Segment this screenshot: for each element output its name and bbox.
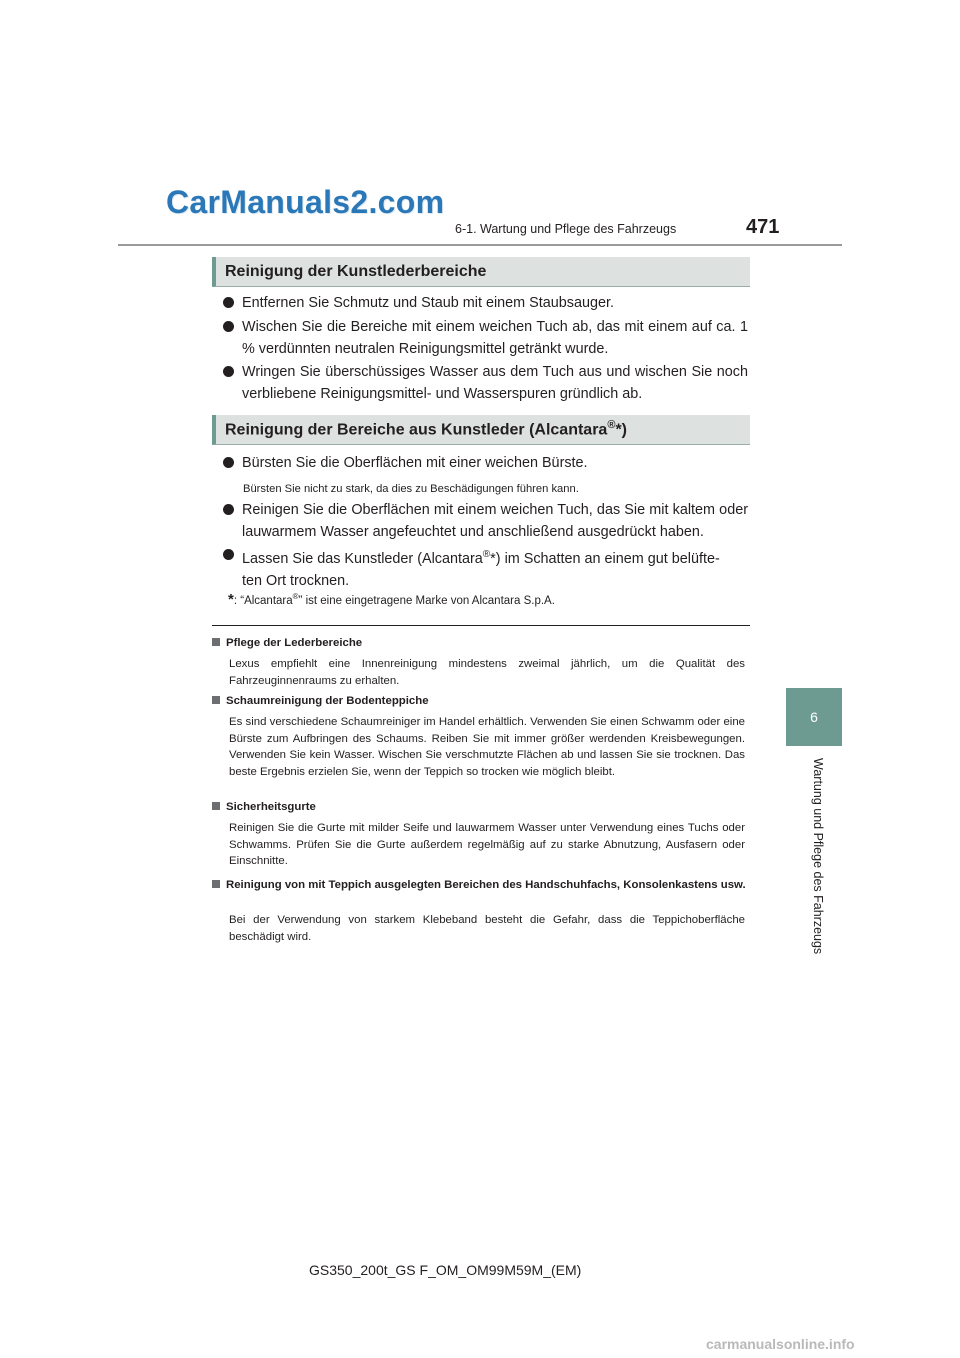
bullet-item	[222, 544, 748, 592]
bullet-item	[222, 452, 748, 474]
section-heading-kunstleder	[212, 257, 750, 287]
bullet-item	[222, 316, 748, 360]
footer-watermark: carmanualsonline.info	[706, 1336, 855, 1352]
chapter-tab	[786, 688, 842, 746]
document-code: GS350_200t_GS F_OM_OM99M59M_(EM)	[309, 1262, 582, 1278]
bullet-item	[222, 292, 748, 314]
watermark-logo: CarManuals2.com	[166, 184, 445, 220]
bullet-dot-icon	[223, 549, 234, 560]
section-heading-text: Reinigung der Kunstlederbereiche	[225, 262, 487, 280]
section-heading-text: Reinigung der Bereiche aus Kunstleder (Alcantara®*)	[225, 419, 627, 439]
bullet-dot-icon	[223, 504, 234, 515]
square-bullet-icon	[212, 638, 220, 646]
note-title: Schaumreinigung der Bodenteppiche	[212, 695, 429, 707]
bullet-text: Wischen Sie die Bereiche mit einem weichen Tuch ab, das mit einem auf ca. 1 % verdünnten neutralen Reinigungsmittel getränkt wurde.	[242, 319, 748, 357]
bullet-note: Bürsten Sie nicht zu stark, da dies zu Beschädigungen führen kann.	[243, 483, 579, 495]
chapter-number: 6	[810, 709, 818, 725]
note-body: Bei der Verwendung von starkem Klebeband besteht die Gefahr, dass die Teppichoberfläche beschädigt wird.	[229, 914, 745, 943]
chapter-label: Wartung und Pflege des Fahrzeugs	[811, 758, 825, 955]
note-title: Sicherheitsgurte	[212, 801, 316, 813]
bullet-text: Entfernen Sie Schmutz und Staub mit einem Staubsauger.	[242, 295, 614, 311]
note-body: Lexus empfiehlt eine Innenreinigung mindestens zweimal jährlich, um die Qualität des Fahrzeuginnenraums zu erhalten.	[229, 658, 745, 687]
footnote: *: “Alcantara®” ist eine eingetragene Marke von Alcantara S.p.A.	[228, 591, 555, 608]
square-bullet-icon	[212, 802, 220, 810]
square-bullet-icon	[212, 696, 220, 704]
header-rule	[118, 244, 842, 246]
header-section-title: 6-1. Wartung und Pflege des Fahrzeugs	[455, 222, 677, 236]
notes-divider	[212, 625, 750, 626]
bullet-dot-icon	[223, 457, 234, 468]
note-body: Reinigen Sie die Gurte mit milder Seife und lauwarmem Wasser unter Verwendung eines Tuchs oder Schwamms. Prüfen Sie die Gurte außerdem regelmäßig auf zu starke Abnutzung, Ausfasern oder Einschnitte.	[229, 822, 745, 868]
bullet-dot-icon	[223, 321, 234, 332]
bullet-text: Wringen Sie überschüssiges Wasser aus dem Tuch aus und wischen Sie noch verbliebene Reinigungsmittel- und Wasserspuren gründlich ab.	[242, 364, 748, 402]
bullet-text: Lassen Sie das Kunstleder (Alcantara®*) im Schatten an einem gut belüfte- ten Ort trocknen.	[242, 549, 720, 589]
bullet-text: Bürsten Sie die Oberflächen mit einer weichen Bürste.	[242, 455, 588, 471]
square-bullet-icon	[212, 880, 220, 888]
bullet-text: Reinigen Sie die Oberflächen mit einem weichen Tuch, das Sie mit kaltem oder lauwarmem Wasser angefeuchtet und anschließend ausgedrückt haben.	[242, 502, 748, 540]
note-body: Es sind verschiedene Schaumreiniger im Handel erhältlich. Verwenden Sie einen Schwamm oder eine Bürste zum Aufbringen des Schaums. Reiben Sie mit immer größer werdenden Kreisbewegungen. Verwenden Sie kein Wasser. Wischen Sie verschmutzte Flächen ab und lassen Sie sie trocknen. Das beste Ergebnis erzielen Sie, wenn der Teppich so trocken wie möglich bleibt.	[229, 716, 745, 778]
bullet-dot-icon	[223, 366, 234, 377]
note-title: Pflege der Lederbereiche	[212, 637, 362, 649]
bullet-item	[222, 361, 748, 405]
bullet-item	[222, 499, 748, 543]
page-number: 471	[746, 216, 780, 238]
section-heading-alcantara	[212, 415, 750, 445]
bullet-dot-icon	[223, 297, 234, 308]
note-title: Reinigung von mit Teppich ausgelegten Bereichen des Handschuhfachs, Konsolenkastens usw.	[212, 877, 748, 894]
